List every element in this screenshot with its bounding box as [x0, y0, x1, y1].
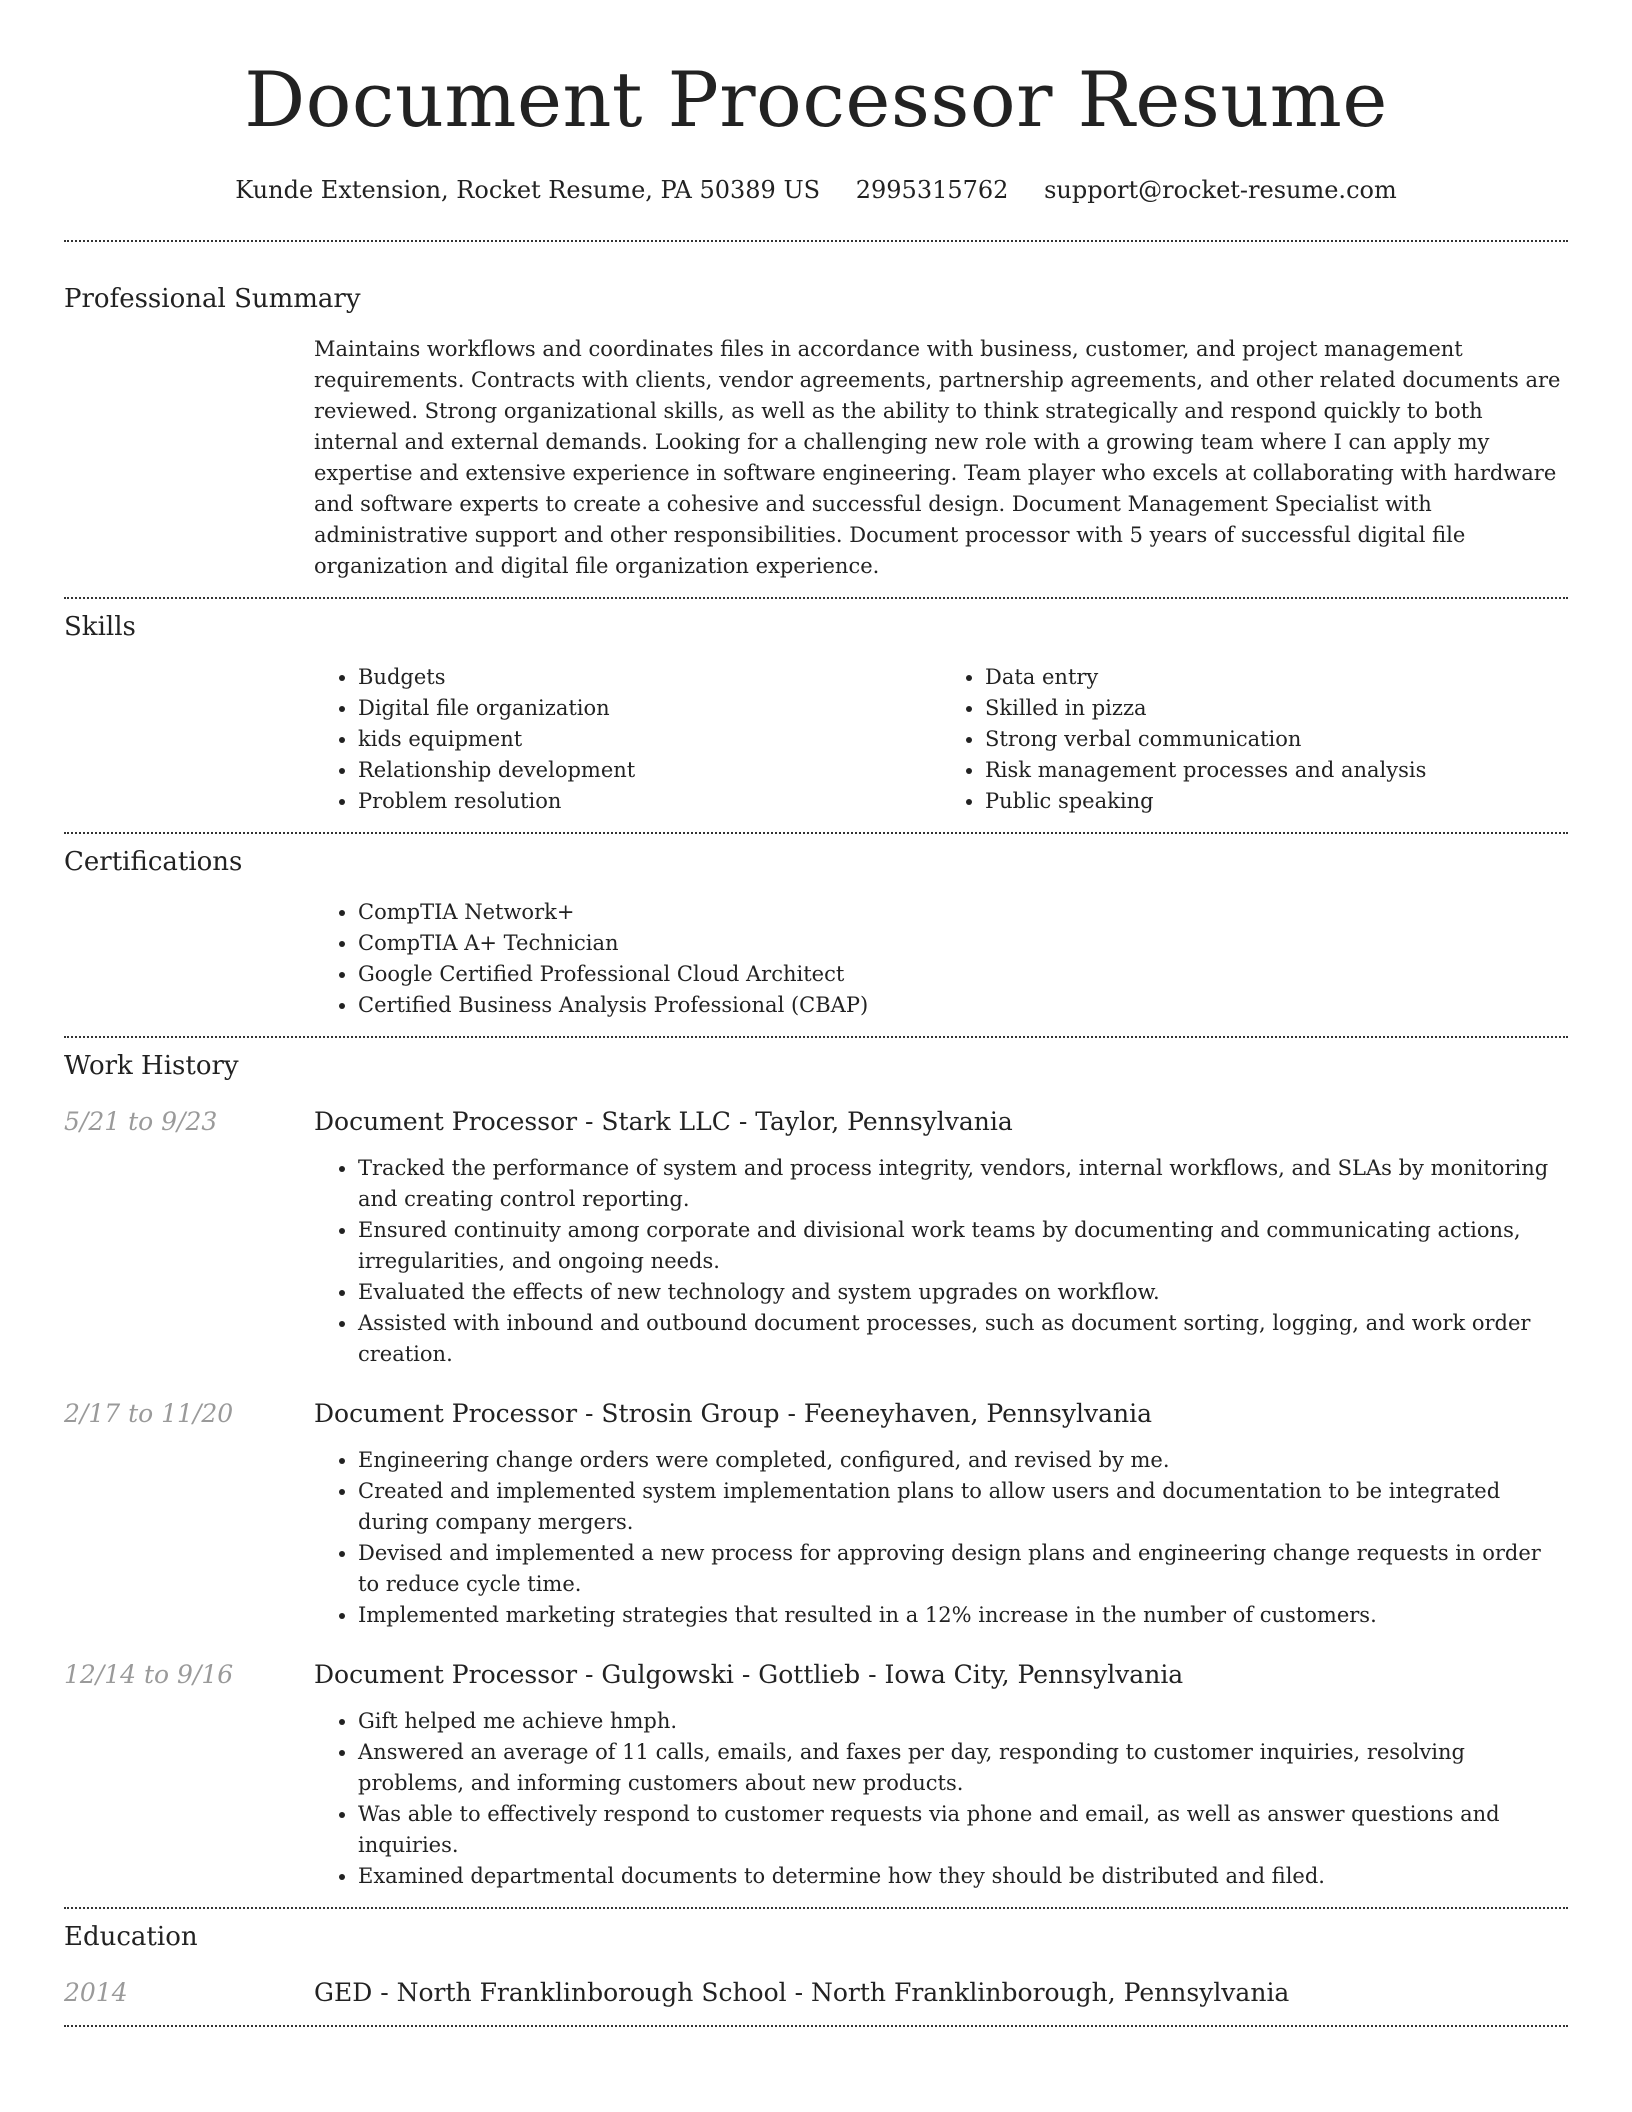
skill-item: • kids equipment — [358, 724, 941, 755]
job-title: Document Processor - Stark LLC - Taylor, Pennsylvania — [314, 1107, 1013, 1136]
job-bullet: • Tracked the performance of system and process integrity, vendors, internal workflows, and SLAs by monitoring and creating control reporting. — [358, 1153, 1568, 1215]
skill-item: • Digital file organization — [358, 693, 941, 724]
job-date: 12/14 to 9/16 — [64, 1660, 234, 1689]
job-bullet: • Assisted with inbound and outbound document processes, such as document sorting, logging, and work order creation. — [358, 1308, 1568, 1370]
contact-phone: 2995315762 — [855, 176, 1009, 204]
skill-item: • Data entry — [985, 662, 1568, 693]
skills-list — [314, 662, 1568, 817]
job-entry — [64, 1397, 1568, 1631]
certification-item: • CompTIA Network+ — [358, 897, 1568, 928]
job-date: 2/17 to 11/20 — [64, 1399, 234, 1428]
summary-section — [64, 282, 1568, 582]
resume-page — [64, 0, 1568, 2027]
certification-item: • CompTIA A+ Technician — [358, 928, 1568, 959]
section-heading-summary: Professional Summary — [64, 284, 361, 314]
job-bullet: • Ensured continuity among corporate and divisional work teams by documenting and communicating actions, irregularities, and ongoing needs. — [358, 1215, 1568, 1277]
job-bullet: • Engineering change orders were completed, configured, and revised by me. — [358, 1445, 1568, 1476]
job-bullet: • Devised and implemented a new process for approving design plans and engineering change requests in order to reduce cycle time. — [358, 1538, 1568, 1600]
contact-address: Kunde Extension, Rocket Resume, PA 50389 US — [235, 176, 821, 204]
skill-item: • Budgets — [358, 662, 941, 693]
job-bullet: • Created and implemented system implementation plans to allow users and documentation to be integrated during company mergers. — [358, 1476, 1568, 1538]
job-bullet: • Was able to effectively respond to customer requests via phone and email, as well as answer questions and inquiries. — [358, 1799, 1568, 1861]
skills-column-right — [941, 662, 1568, 817]
section-divider — [64, 1907, 1568, 1909]
certification-item: • Certified Business Analysis Professional (CBAP) — [358, 990, 1568, 1021]
job-bullets — [314, 1445, 1568, 1631]
job-bullet: • Answered an average of 11 calls, emails, and faxes per day, responding to customer inquiries, resolving problems, and informing customers about new products. — [358, 1737, 1568, 1799]
skills-column-left — [314, 662, 941, 817]
skill-item: • Risk management processes and analysis — [985, 755, 1568, 786]
section-heading-certifications: Certifications — [64, 847, 243, 877]
section-divider — [64, 832, 1568, 834]
job-entry — [64, 1658, 1568, 1892]
skill-item: • Strong verbal communication — [985, 724, 1568, 755]
job-title: Document Processor - Strosin Group - Feeneyhaven, Pennsylvania — [314, 1399, 1153, 1428]
certifications-section — [64, 845, 1568, 1021]
education-section — [64, 1920, 1568, 2010]
summary-text: Maintains workflows and coordinates files in accordance with business, customer, and project management requirements. Contracts with clients, vendor agreements, partnership agreements, and other related documents are reviewed. Strong organizational skills, as well as the ability to think strategically and respond quickly to both internal and external demands. Looking for a challenging new role with a growing team where I can apply my expertise and extensive experience in software engineering. Team player who excels at collaborating with hardware and software experts to create a cohesive and successful design. Document Management Specialist with administrative support and other responsibilities. Document processor with 5 years of successful digital file organization and digital file organization experience. — [314, 337, 1561, 578]
skill-item: • Problem resolution — [358, 786, 941, 817]
section-heading-skills: Skills — [64, 612, 136, 642]
page-title: Document Processor Resume — [244, 55, 1388, 144]
section-heading-work-history: Work History — [64, 1051, 239, 1081]
section-divider — [64, 240, 1568, 242]
contact-line — [64, 174, 1568, 206]
job-title: Document Processor - Gulgowski - Gottlieb - Iowa City, Pennsylvania — [314, 1660, 1184, 1689]
job-bullets — [314, 1153, 1568, 1370]
job-bullet: • Examined departmental documents to determine how they should be distributed and filed. — [358, 1861, 1568, 1892]
section-divider — [64, 597, 1568, 599]
education-title: GED - North Franklinborough School - North Franklinborough, Pennsylvania — [314, 1978, 1290, 2007]
skill-item: • Skilled in pizza — [985, 693, 1568, 724]
contact-email: support@rocket-resume.com — [1044, 176, 1397, 204]
job-bullet: • Gift helped me achieve hmph. — [358, 1706, 1568, 1737]
skill-item: • Relationship development — [358, 755, 941, 786]
work-history-section — [64, 1049, 1568, 1892]
job-bullet: • Implemented marketing strategies that resulted in a 12% increase in the number of customers. — [358, 1600, 1568, 1631]
job-bullet: • Evaluated the effects of new technology and system upgrades on workflow. — [358, 1277, 1568, 1308]
certification-item: • Google Certified Professional Cloud Architect — [358, 959, 1568, 990]
job-entry — [64, 1105, 1568, 1370]
skills-section — [64, 610, 1568, 817]
section-heading-education: Education — [64, 1922, 198, 1952]
certifications-list — [314, 897, 1568, 1021]
section-divider — [64, 1036, 1568, 1038]
education-entry — [64, 1976, 1568, 2010]
skill-item: • Public speaking — [985, 786, 1568, 817]
education-date: 2014 — [64, 1978, 128, 2007]
job-date: 5/21 to 9/23 — [64, 1107, 218, 1136]
job-bullets — [314, 1706, 1568, 1892]
section-divider — [64, 2025, 1568, 2027]
